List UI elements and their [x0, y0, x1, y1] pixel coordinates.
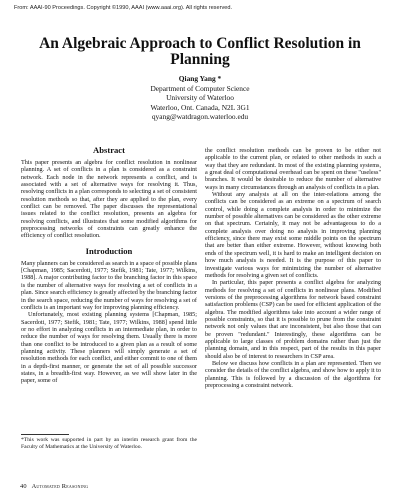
- abstract-text: This paper presents an algebra for conflict resolution in nonlinear planning. A set of conflicts in a plan is considered as a constraint network. Each node in the network represents a conflict, and is associated with a set of alternative ways for resolving it. Thus, resolving conflicts in a plan corresponds to selecting a set of consistent resolution methods so that, after they are applied to the plan, every conflict can be removed. The paper discusses the representational issues related to the conflict resolution, presents an algebra for resolving conflicts, and illustrates that some modified algorithms for preprocessing networks of constraints can greatly enhance the efficiency of conflict resolution.: [21, 159, 197, 240]
- body-paragraph: Below we discuss how conflicts in a plan are represented. Then we consider the details of the conflict algebra, and show how to apply it to planning. This is followed by a discussion of the algorithms for preprocessing a constraint network.: [205, 359, 381, 389]
- body-paragraph: In particular, this paper presents a conflict algebra for analyzing methods for resolving a set of conflicts in nonlinear plans. Modified versions of the preprocessing algorithms for network based constraint satisfaction problems (CSP) can be used for efficient application of the algebra. The modified algorithms take into account a wider range of possible constraints, so that it is possible to prune from the constraint network not only values that are inconsistent, but also those that can be proven "redundant." Interestingly, these algorithms can be applicable to large classes of problem domains rather than just the planning domain, and in this respect, part of the results in this paper should also be of interest to researchers in CSP area.: [205, 279, 381, 360]
- left-column: [21, 145, 197, 385]
- introduction-heading: Introduction: [85, 245, 133, 256]
- footnote: *This work was supported in part by an interim research grant from the Faculty of Mathematics at the University of Waterloo.: [21, 437, 197, 450]
- page-number: 40: [20, 483, 27, 490]
- intro-paragraph: Many planners can be considered as search in a space of possible plans [Chapman, 1985; Sacerdoti, 1977; Stefik, 1981; Tate, 1977; Wilkins, 1988]. A major contributing factor to the branching factor in this space is the number of alternative ways for resolving a set of conflicts in a plan. Since search efficiency is greatly affected by the branching factor in the search space, reducing the number of ways for resolving a set of conflicts is an important way for improving planning efficiency.: [21, 259, 197, 311]
- author-email[interactable]: qyang@watdragon.waterloo.edu: [151, 112, 249, 122]
- author-block: [20, 74, 380, 122]
- right-column: [205, 147, 381, 389]
- abstract-heading: Abstract: [93, 145, 125, 155]
- paper-title: An Algebraic Approach to Conflict Resolution in Planning: [39, 35, 361, 68]
- author-address: Waterloo, Ont. Canada, N2L 3G1: [150, 102, 250, 112]
- body-paragraph: Without any analysis at all on the inter-relations among the conflicts can be considered as an extreme on a spectrum of search control, while doing a complete analysis in order to minimize the number of possible alternatives can be considered as the other extreme on that spectrum. Certainly, it may not be advantageous to do a complete analysis over doing no analysis in improving planning efficiency, since there may exist some middle points on the spectrum that are better than either extreme. However, without knowing both ends of the spectrum well, it is hard to make an intelligent decision on how much analysis is needed. It is the purpose of this paper to investigate various ways for minimizing the number of alternative methods for resolving a given set of conflicts.: [205, 191, 381, 279]
- author-name: Qiang Yang *: [178, 74, 222, 83]
- copyright-line: From: AAAI-90 Proceedings. Copyright ©1990, AAAI (www.aaai.org). All rights reserved.: [14, 5, 233, 11]
- intro-paragraph: Unfortunately, most existing planning systems [Chapman, 1985; Sacerdoti, 1977; Stefik, 1981; Tate, 1977; Wilkins, 1988] spend little or no effort in analyzing conflicts in an intermediate plan, in order to reduce the number of ways for resolving them. Usually there is more than one conflict to be introduced to a given plan as a result of some planning activity. These planners will simply generate a set of resolution methods for each conflict, and either commit to one of them in a depth-first manner, or generate the set of all possible successor states, in a breadth-first way. However, as we will show later in the paper, some of: [21, 311, 197, 385]
- page-footer: [20, 483, 88, 490]
- footnote-divider: [21, 434, 69, 435]
- running-title: Automated Reasoning: [31, 483, 89, 490]
- author-department: Department of Computer Science: [150, 83, 250, 93]
- author-university: University of Waterloo: [166, 93, 234, 103]
- body-paragraph: the conflict resolution methods can be proven to be either not applicable to the current plan, or related to other methods in such a way that they are redundant. In most of the existing planning systems, a great deal of computational overhead can be spent on these "useless" branches. It would be desirable to reduce the number of alternative ways in many circumstances through an analysis of conflicts in a plan.: [205, 147, 381, 191]
